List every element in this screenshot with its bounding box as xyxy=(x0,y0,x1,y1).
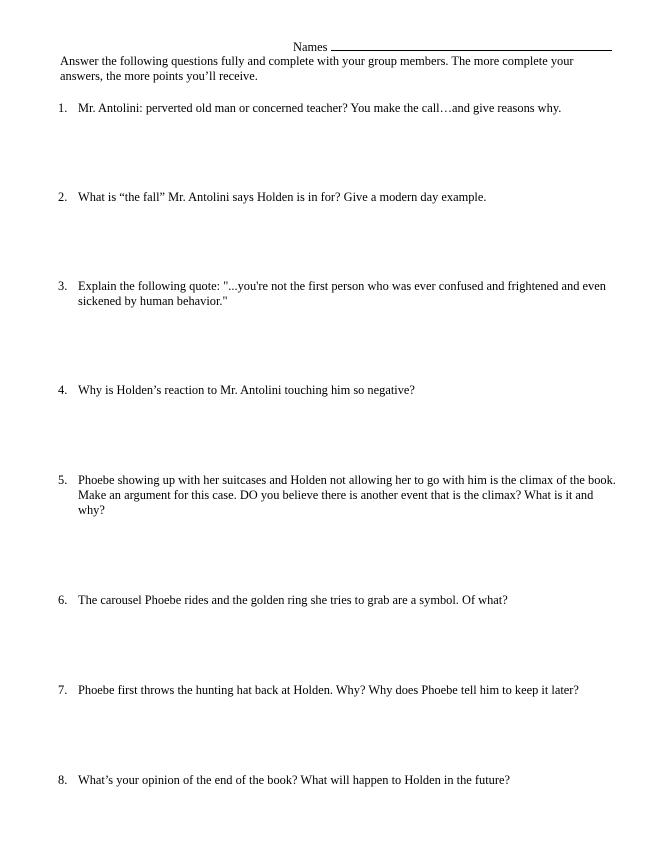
question-number: 5. xyxy=(58,473,68,487)
instructions: Answer the following questions fully and complete with your group members. The more complete your answers, the more points you’ll receive. xyxy=(60,54,574,83)
question-7 xyxy=(58,683,620,698)
question-number: 4. xyxy=(58,383,68,397)
question-text: Phoebe first throws the hunting hat back at Holden. Why? Why does Phoebe tell him to keep it later? xyxy=(78,683,579,697)
question-2 xyxy=(58,190,620,205)
question-text: Explain the following quote: "...you're not the first person who was ever confused and frightened and even sickened by human behavior." xyxy=(78,279,606,308)
question-text: Phoebe showing up with her suitcases and Holden not allowing her to go with him is the climax of the book. Make an argument for this case. DO you believe there is another event that is the climax? What is it and why? xyxy=(78,473,616,517)
question-3 xyxy=(58,279,620,309)
question-4 xyxy=(58,383,620,398)
question-number: 2. xyxy=(58,190,68,204)
question-text: Why is Holden’s reaction to Mr. Antolini touching him so negative? xyxy=(78,383,415,397)
question-number: 1. xyxy=(58,101,68,115)
question-text: What’s your opinion of the end of the book? What will happen to Holden in the future? xyxy=(78,773,510,787)
names-field xyxy=(293,38,612,55)
names-blank-line[interactable] xyxy=(331,38,612,51)
question-5 xyxy=(58,473,620,518)
question-text: The carousel Phoebe rides and the golden ring she tries to grab are a symbol. Of what? xyxy=(78,593,508,607)
question-number: 7. xyxy=(58,683,68,697)
question-number: 3. xyxy=(58,279,68,293)
question-text: Mr. Antolini: perverted old man or concerned teacher? You make the call…and give reasons why. xyxy=(78,101,562,115)
question-6 xyxy=(58,593,620,608)
names-label: Names xyxy=(293,40,328,54)
question-number: 6. xyxy=(58,593,68,607)
question-text: What is “the fall” Mr. Antolini says Holden is in for? Give a modern day example. xyxy=(78,190,487,204)
question-8 xyxy=(58,773,620,788)
question-number: 8. xyxy=(58,773,68,787)
question-1 xyxy=(58,101,620,116)
